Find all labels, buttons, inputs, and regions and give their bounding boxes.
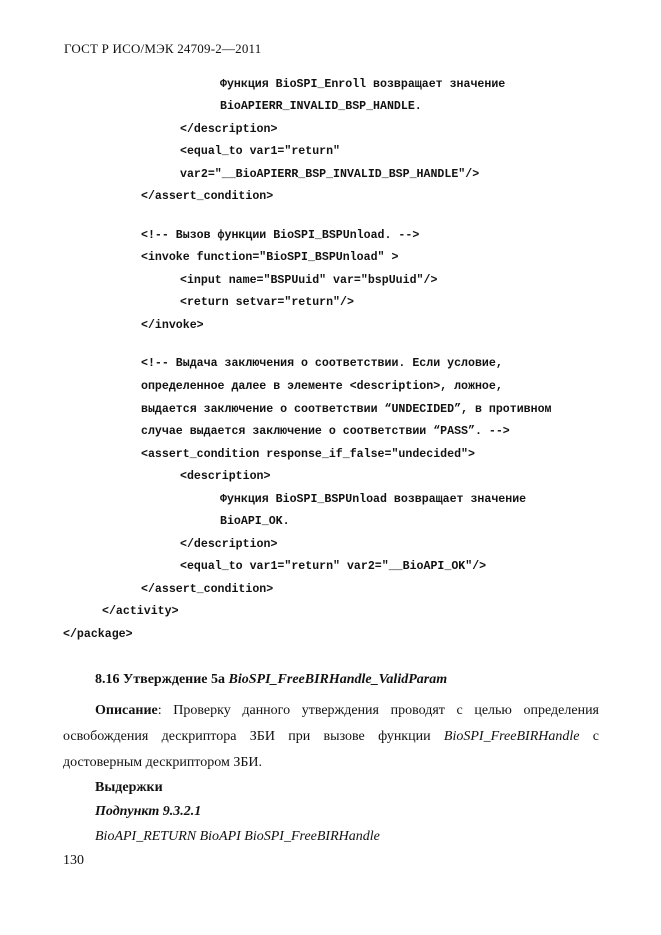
description-text: освобождения дескриптора ЗБИ при вызове функции xyxy=(63,729,431,744)
code-line: BioAPI_OK. xyxy=(220,515,290,528)
code-line: <invoke function="BioSPI_BSPUnload" > xyxy=(141,251,399,264)
code-line: </description> xyxy=(180,123,278,136)
code-line: </assert_condition> xyxy=(141,583,274,596)
code-line: var2="__BioAPIERR_BSP_INVALID_BSP_HANDLE"/> xyxy=(180,168,480,181)
code-line: BioAPIERR_INVALID_BSP_HANDLE. xyxy=(220,100,422,113)
section-heading xyxy=(95,672,447,688)
description-text: с xyxy=(592,729,600,744)
code-line: <equal_to var1="return" xyxy=(180,145,341,158)
subclause-heading: Подпункт 9.3.2.1 xyxy=(95,804,202,819)
code-line: Функция BioSPI_BSPUnload возвращает значение xyxy=(220,493,527,506)
code-line: </invoke> xyxy=(141,319,204,332)
description-line xyxy=(63,698,599,724)
code-line: выдается заключение о соответствии “UNDECIDED”, в противном xyxy=(141,403,552,416)
code-line: </description> xyxy=(180,538,278,551)
excerpts-heading: Выдержки xyxy=(95,780,163,795)
code-line: <return setvar="return"/> xyxy=(180,296,354,309)
code-line: <assert_condition response_if_false="undecided"> xyxy=(141,448,475,461)
test-name: BioSPI_FreeBIRHandle_ValidParam xyxy=(228,672,448,687)
code-line: <!-- Вызов функции BioSPI_BSPUnload. --> xyxy=(141,229,420,242)
code-line: <input name="BSPUuid" var="bspUuid"/> xyxy=(180,274,438,287)
code-line: Функция BioSPI_Enroll возвращает значение xyxy=(220,78,506,91)
code-line: </package> xyxy=(63,628,133,641)
description-text: : Проверку данного утверждения проводят с целью определения xyxy=(157,703,599,718)
code-line: определенное далее в элементе <description>, ложное, xyxy=(141,380,503,393)
description-label: Описание xyxy=(95,703,158,718)
code-line: </assert_condition> xyxy=(141,190,274,203)
function-signature: BioAPI_RETURN BioAPI BioSPI_FreeBIRHandle xyxy=(95,829,380,844)
description-paragraph xyxy=(63,698,599,776)
section-number-title: 8.16 Утверждение 5а xyxy=(95,672,226,687)
code-line: <!-- Выдача заключения о соответствии. Если условие, xyxy=(141,357,503,370)
code-line: <description> xyxy=(180,470,271,483)
function-name: BioSPI_FreeBIRHandle xyxy=(443,729,580,744)
standard-header: ГОСТ Р ИСО/МЭК 24709-2—2011 xyxy=(64,41,262,56)
description-line: достоверным дескриптором ЗБИ. xyxy=(63,755,262,770)
code-line: случае выдается заключение о соответствии “PASS”. --> xyxy=(141,425,510,438)
code-line: </activity> xyxy=(102,605,179,618)
page-number: 130 xyxy=(63,853,84,868)
description-line xyxy=(63,724,599,750)
code-line: <equal_to var1="return" var2="__BioAPI_OK"/> xyxy=(180,560,487,573)
